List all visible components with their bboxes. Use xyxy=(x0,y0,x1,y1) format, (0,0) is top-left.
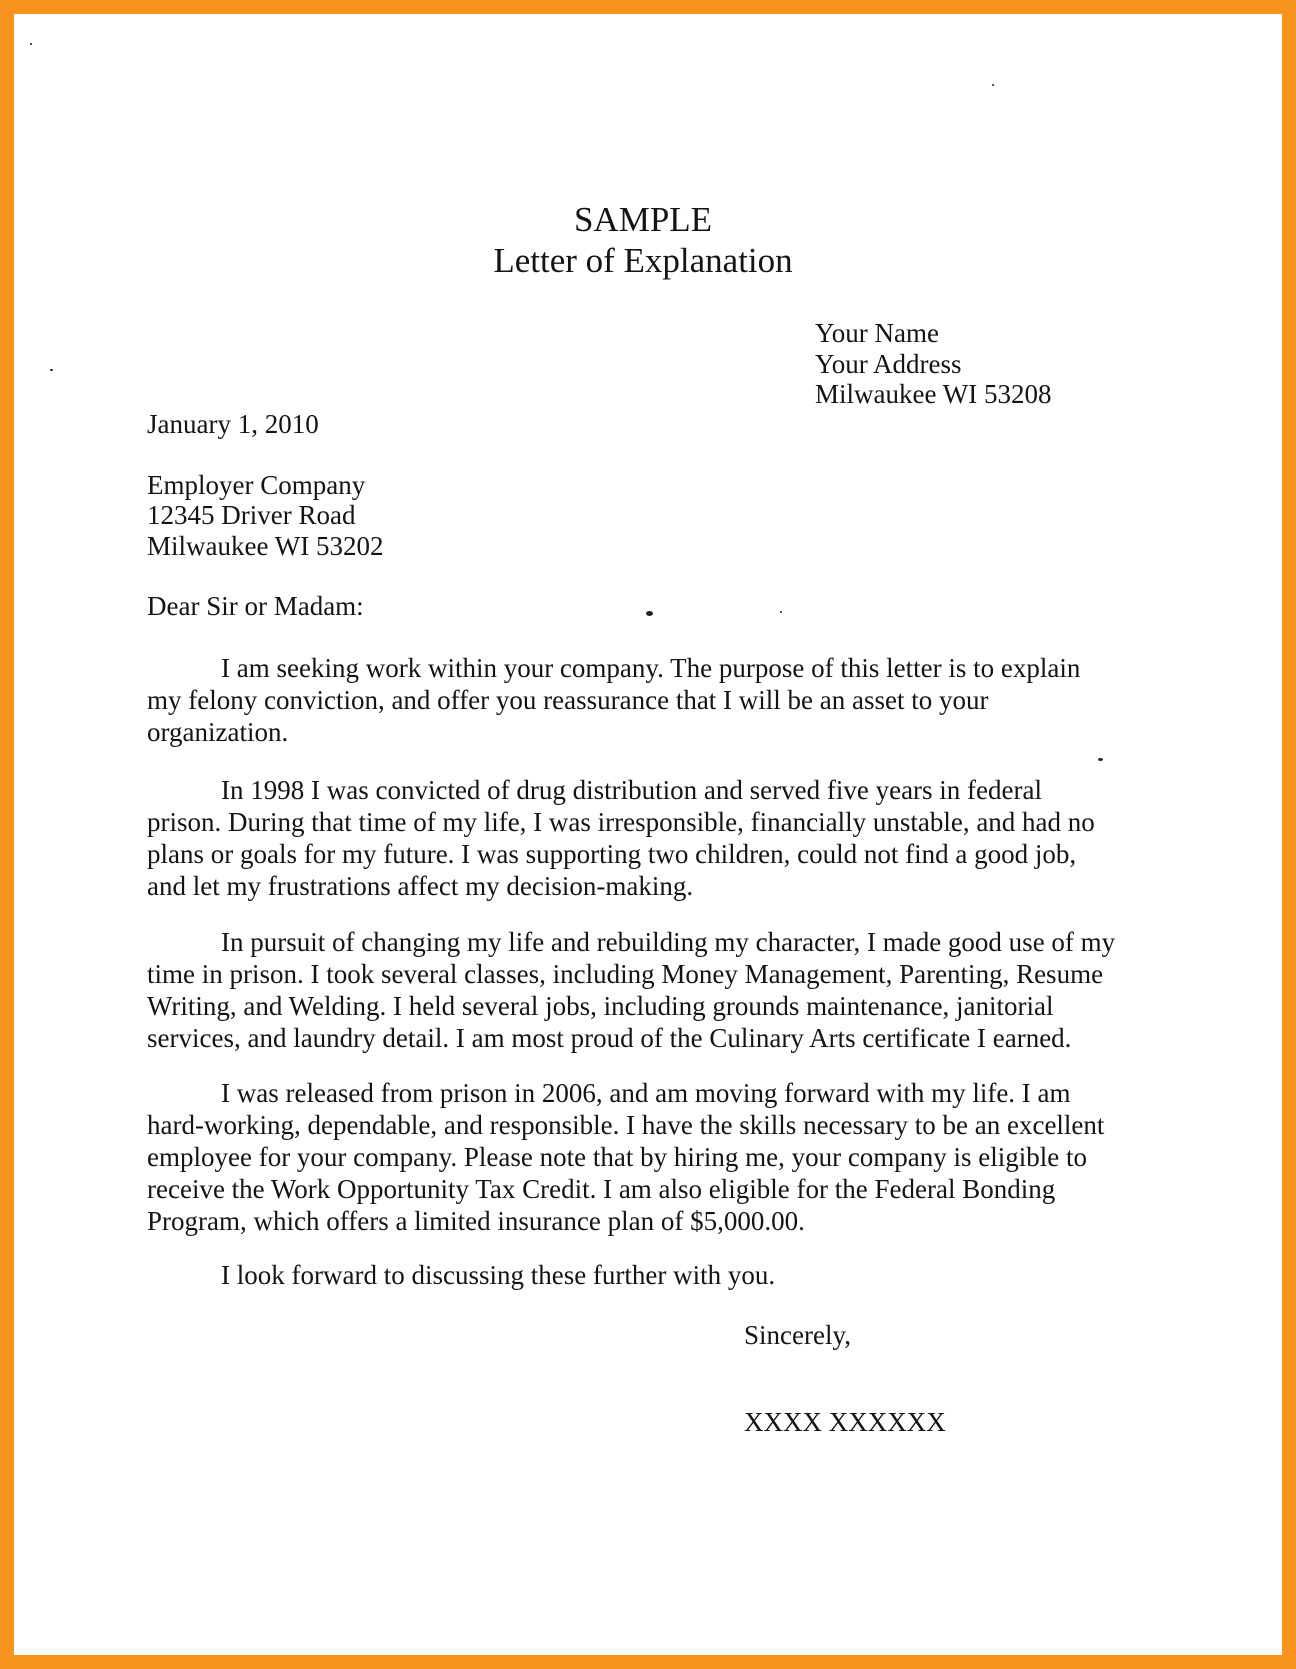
paragraph-line: receive the Work Opportunity Tax Credit. I am also eligible for the Federal Bonding xyxy=(147,1174,1056,1204)
scan-speck xyxy=(30,43,32,45)
scan-speck xyxy=(50,369,53,371)
paragraph-line: I was released from prison in 2006, and am moving forward with my life. I am xyxy=(221,1078,1071,1108)
paragraph-line: Writing, and Welding. I held several jobs, including grounds maintenance, janitorial xyxy=(147,991,1054,1021)
signature: XXXX XXXXXX xyxy=(744,1407,946,1437)
paragraph-line: my felony conviction, and offer you reassurance that I will be an asset to your xyxy=(147,685,989,715)
paragraph-line: Program, which offers a limited insurance plan of $5,000.00. xyxy=(147,1206,805,1236)
body-paragraph-2 xyxy=(147,774,1147,902)
body-paragraph-4 xyxy=(147,1077,1147,1237)
recipient-city: Milwaukee WI 53202 xyxy=(147,531,384,561)
letter-subtitle: Letter of Explanation xyxy=(493,241,793,280)
sender-address: Your Address xyxy=(815,349,962,379)
scan-speck xyxy=(992,84,994,86)
paragraph-line: time in prison. I took several classes, including Money Management, Parenting, Resume xyxy=(147,959,1104,989)
signoff: Sincerely, xyxy=(744,1320,851,1350)
paragraph-line: organization. xyxy=(147,717,289,747)
recipient-street: 12345 Driver Road xyxy=(147,500,356,530)
paragraph-line: prison. During that time of my life, I was irresponsible, financially unstable, and had no xyxy=(147,807,1095,837)
paragraph-line: services, and laundry detail. I am most proud of the Culinary Arts certificate I earned. xyxy=(147,1023,1072,1053)
closing-line: I look forward to discussing these further with you. xyxy=(221,1260,776,1290)
scan-speck xyxy=(646,611,653,616)
letter-date: January 1, 2010 xyxy=(147,409,319,439)
sender-city: Milwaukee WI 53208 xyxy=(815,379,1052,409)
body-paragraph-1 xyxy=(147,652,1147,748)
paragraph-line: employee for your company. Please note that by hiring me, your company is eligible to xyxy=(147,1142,1088,1172)
paragraph-line: I am seeking work within your company. The purpose of this letter is to explain xyxy=(221,653,1081,683)
paragraph-line: and let my frustrations affect my decision-making. xyxy=(147,871,694,901)
body-paragraph-3 xyxy=(147,926,1147,1054)
paragraph-line: hard-working, dependable, and responsible. I have the skills necessary to be an excellent xyxy=(147,1110,1105,1140)
letter-title: SAMPLE xyxy=(573,200,713,239)
scan-speck xyxy=(1098,758,1103,761)
paragraph-line: plans or goals for my future. I was supporting two children, could not find a good job, xyxy=(147,839,1077,869)
paragraph-line: In pursuit of changing my life and rebuilding my character, I made good use of my xyxy=(221,927,1116,957)
recipient-company: Employer Company xyxy=(147,470,366,500)
letter-page xyxy=(14,14,1282,1655)
paragraph-line: In 1998 I was convicted of drug distribution and served five years in federal xyxy=(221,775,1042,805)
salutation: Dear Sir or Madam: xyxy=(147,591,364,621)
sender-name: Your Name xyxy=(815,318,940,348)
scan-speck xyxy=(780,611,782,613)
